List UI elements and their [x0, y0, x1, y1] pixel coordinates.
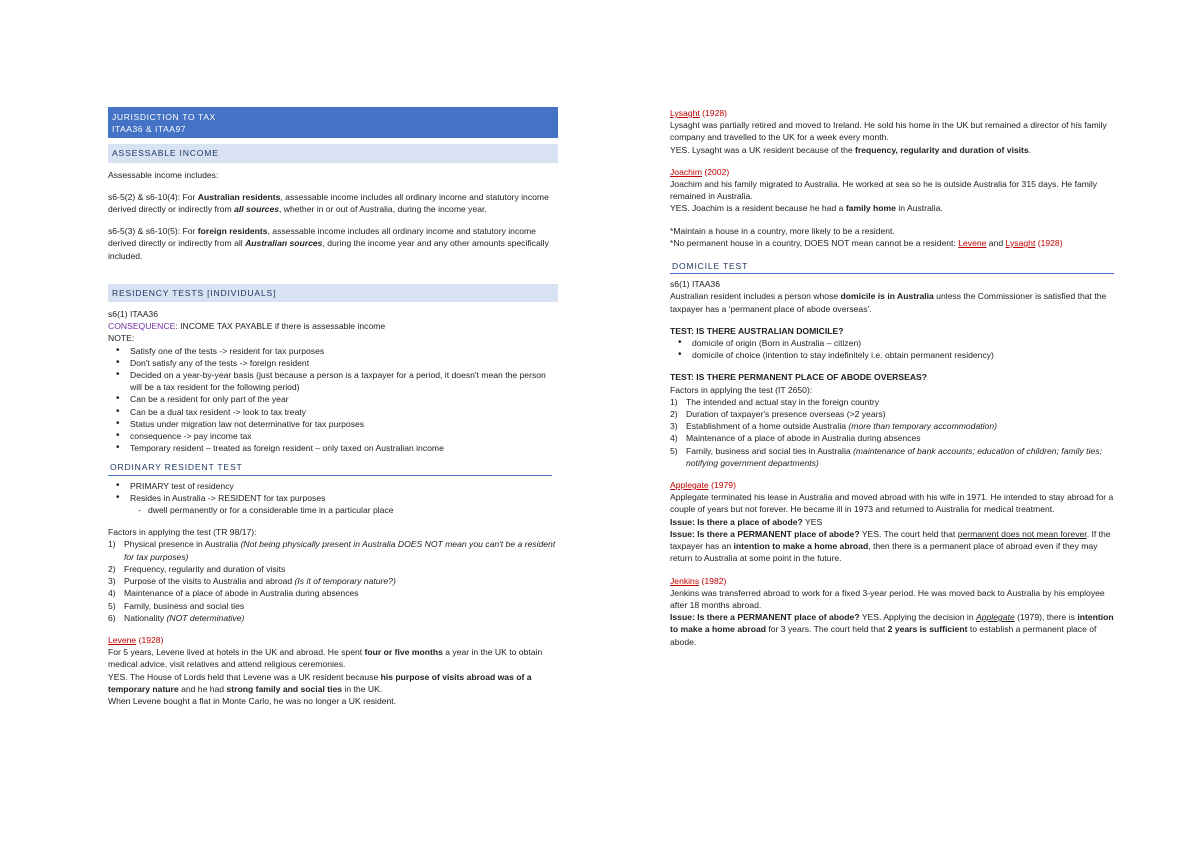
case-title-joachim: Joachim (2002): [670, 166, 730, 177]
assessable-intro: Assessable income includes:: [108, 169, 219, 180]
star-note-2: *No permanent house in a country, DOES NOT mean cannot be a resident: Levene and Lysaght (1928): [670, 237, 1063, 248]
heading-ordinary-resident: ORDINARY RESIDENT TEST: [108, 460, 552, 475]
list-item: • Satisfy one of the tests -> resident for tax purposes: [130, 345, 558, 357]
ordinary-sublist: [108, 504, 558, 516]
list-item: 2) Frequency, regularity and duration of visits: [108, 563, 286, 574]
list-item: • Can be a resident for only part of the year: [130, 393, 558, 405]
list-item: • domicile of choice (intention to stay indefinitely i.e. obtain permanent residency): [692, 349, 1120, 361]
applegate-issue-1: Issue: Is there a place of abode? YES: [670, 516, 823, 527]
heading-domicile-test: DOMICILE TEST: [670, 259, 1114, 274]
factors-intro: Factors in applying the test (TR 98/17):: [108, 527, 257, 538]
s6-5-3-paragraph: s6-5(3) & s6-10(5): For foreign residents, assessable income includes all ordinary income and statutory income derived directly or indirectly from all Australian sources, during the income year and any other amounts specifically included.: [108, 226, 549, 261]
list-item: • consequence -> pay income tax: [130, 430, 558, 442]
list-item: • Can be a dual tax resident -> look to tax treaty: [130, 406, 558, 418]
list-item: • Resides in Australia -> RESIDENT for tax purposes: [130, 492, 558, 504]
case-title-levene: Levene (1928): [108, 634, 164, 645]
section-header-jurisdiction: [108, 107, 558, 138]
jenkins-issue: Issue: Is there a PERMANENT place of abode? YES. Applying the decision in Applegate (1979), there is intention to make a home abroad for 3 years. The court held that 2 years is sufficient to establish a permanent place of abode.: [670, 612, 1114, 647]
notes-list: [108, 345, 558, 455]
levene-held: YES. The House of Lords held that Levene was a UK resident because his purpose of visits abroad was of a temporary nature and he had strong family and social ties in the UK.: [108, 671, 532, 694]
star-note-1: *Maintain a house in a country, more likely to be a resident.: [670, 225, 895, 236]
applegate-issue-2: Issue: Is there a PERMANENT place of abode? YES. The court held that permanent does not mean forever. If the taxpayer has an intention to make a home abroad, then there is a permanent place of abroad even if they may return to Australia at some point in the future.: [670, 528, 1111, 564]
list-item: 2) Duration of taxpayer's presence overseas (>2 years): [670, 409, 886, 420]
note-label: NOTE:: [108, 333, 135, 344]
list-item: 5) Family, business and social ties: [108, 600, 245, 611]
abode-factors-list: [670, 396, 1120, 469]
list-item: • Don't satisfy any of the tests -> foreign resident: [130, 357, 558, 369]
heading-residency-tests: RESIDENCY TESTS [INDIVIDUALS]: [108, 284, 558, 302]
list-item: - dwell permanently or for a considerable time in a particular place: [148, 504, 558, 516]
joachim-facts: Joachim and his family migrated to Australia. He worked at sea so he is outside Australia for 315 days. He family remained in Australia.: [670, 179, 1098, 202]
test-abode-heading: TEST: IS THERE PERMANENT PLACE OF ABODE OVERSEAS?: [670, 372, 928, 383]
levene-note: When Levene bought a flat in Monte Carlo, he was no longer a UK resident.: [108, 695, 397, 706]
list-item: • Status under migration law not determinative for tax purposes: [130, 418, 558, 430]
list-item: • Decided on a year-by-year basis (just because a person is a taxpayer for a period, it doesn't mean the person will be a tax resident for the following period): [130, 369, 558, 393]
lysaght-held: YES. Lysaght was a UK resident because of the frequency, regularity and duration of visits.: [670, 144, 1032, 155]
list-item: • PRIMARY test of residency: [130, 480, 558, 492]
levene-facts: For 5 years, Levene lived at hotels in the UK and abroad. He spent four or five months a year in the UK to obtain medical advice, visit relatives and attend religious ceremonies.: [108, 647, 543, 670]
consequence-line: CONSEQUENCE: INCOME TAX PAYABLE if there is assessable income: [108, 321, 386, 332]
case-title-jenkins: Jenkins (1982): [670, 575, 727, 586]
page-title: JURISDICTION TO TAX: [112, 112, 216, 122]
right-column: [670, 107, 1120, 648]
list-item: • domicile of origin (Born in Australia – citizen): [692, 337, 1120, 349]
test-domicile-heading: TEST: IS THERE AUSTRALIAN DOMICILE?: [670, 325, 844, 336]
factors-list: [108, 538, 558, 623]
abode-intro: Factors in applying the test (IT 2650):: [670, 384, 813, 395]
joachim-held: YES. Joachim is a resident because he had a family home in Australia.: [670, 203, 943, 214]
lysaght-facts: Lysaght was partially retired and moved to Ireland. He sold his home in the UK but remained a director of his family company and travelled to the UK for a week every month.: [670, 120, 1107, 143]
domicile-def: Australian resident includes a person whose domicile is in Australia unless the Commissioner is satisfied that the taxpayer has a 'permanent place of abode overseas'.: [670, 291, 1107, 314]
list-item: 6) Nationality (NOT determinative): [108, 612, 245, 623]
list-item: 4) Maintenance of a place of abode in Australia during absences: [108, 588, 359, 599]
list-item: 1) Physical presence in Australia (Not being physically present in Australia DOES NOT mean you can't be a resident for tax purposes): [108, 539, 556, 562]
list-item: 3) Establishment of a home outside Australia (more than temporary accommodation): [670, 421, 997, 432]
list-item: 1) The intended and actual stay in the foreign country: [670, 396, 880, 407]
list-item: 4) Maintenance of a place of abode in Australia during absences: [670, 433, 921, 444]
s6-5-2-paragraph: s6-5(2) & s6-10(4): For Australian residents, assessable income includes all ordinary income and statutory income derived directly or indirectly from all sources, whether in or out of Australia, during the income year.: [108, 191, 549, 215]
s6-ref: s6(1) ITAA36: [108, 309, 158, 320]
list-item: • Temporary resident – treated as foreign resident – only taxed on Australian income: [130, 442, 558, 454]
applegate-facts: Applegate terminated his lease in Australia and moved abroad with his wife in 1971. He intended to stay abroad for a couple of years but not forever. He became ill in 1973 and returned to Australia for medical treatment.: [670, 492, 1114, 515]
page-subtitle: ITAA36 & ITAA97: [112, 124, 187, 135]
case-title-applegate: Applegate (1979): [670, 480, 736, 491]
list-item: 5) Family, business and social ties in Australia (maintenance of bank accounts; education of children; family ties; notifying government departments): [670, 445, 1102, 468]
left-column: [108, 107, 558, 707]
ordinary-list: [108, 480, 558, 504]
heading-assessable-income: ASSESSABLE INCOME: [108, 144, 558, 162]
domicile-list: [670, 337, 1120, 361]
domicile-ref: s6(1) ITAA36: [670, 279, 720, 290]
jenkins-facts: Jenkins was transferred abroad to work for a fixed 3-year period. He was moved back to Australia by his employee after 18 months abroad.: [670, 587, 1105, 610]
case-title-lysaght: Lysaght (1928): [670, 108, 728, 118]
list-item: 3) Purpose of the visits to Australia and abroad (Is it of temporary nature?): [108, 576, 396, 587]
